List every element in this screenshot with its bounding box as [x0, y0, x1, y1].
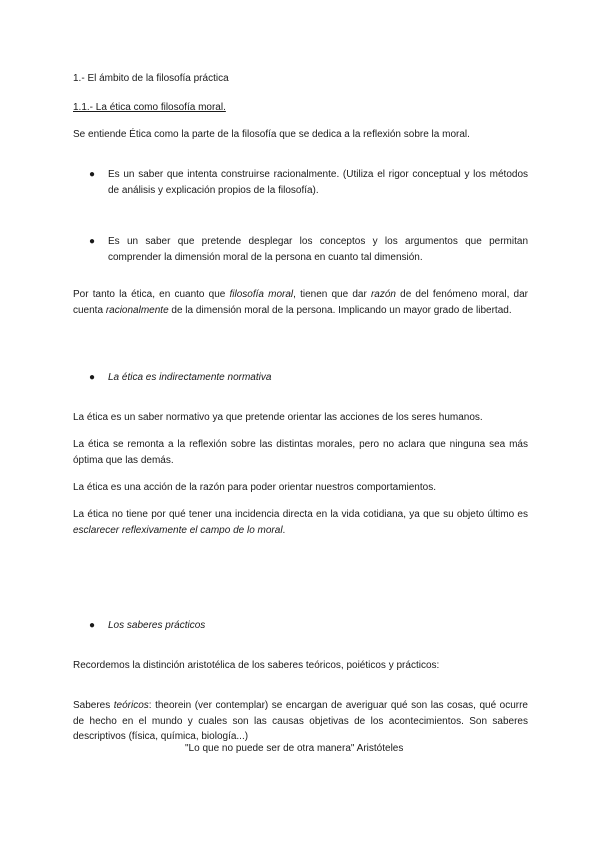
- bullet-marker: ●: [89, 169, 96, 180]
- bullet-marker: ●: [89, 236, 96, 247]
- normative-paragraph-1: La ética es un saber normativo ya que pretende orientar las acciones de los seres humanos.: [73, 412, 483, 423]
- bullet-marker: ●: [89, 372, 96, 383]
- recordemos-paragraph: Recordemos la distinción aristotélica de los saberes teóricos, poiéticos y prácticos:: [73, 660, 440, 671]
- bullet-heading-saberes: Los saberes prácticos: [108, 620, 206, 631]
- definition-paragraph: Se entiende Ética como la parte de la filosofía que se dedica a la reflexión sobre la moral.: [73, 129, 470, 140]
- normative-paragraph-2: La ética se remonta a la reflexión sobre las distintas morales, pero no aclara que ninguna sea más óptima que las demás.: [73, 439, 528, 466]
- bullet-heading-normativa: La ética es indirectamente normativa: [108, 372, 272, 383]
- bullet-marker: ●: [89, 620, 96, 631]
- bullet-item-rational: Es un saber que intenta construirse racionalmente. (Utiliza el rigor conceptual y los métodos de análisis y explicación propios de la filosofía).: [108, 169, 528, 196]
- por-tanto-paragraph: Por tanto la ética, en cuanto que filosofía moral, tienen que dar razón de del fenómeno moral, dar cuenta racionalmente de la dimensión moral de la persona. Implicando un mayor grado de libertad.: [73, 289, 528, 316]
- normative-paragraph-4: La ética no tiene por qué tener una incidencia directa en la vida cotidiana, ya que su objeto último es esclarecer reflexivamente el campo de lo moral.: [73, 509, 528, 536]
- subsection-heading: 1.1.- La ética como filosofía moral.: [73, 102, 226, 113]
- saberes-teoricos-paragraph: Saberes teóricos: theorein (ver contemplar) se encargan de averiguar qué son las cosas, qué ocurre de hecho en el mundo y cuales son las causas objetivas de los acontecimientos. Son saberes descriptivos (física, química, biología...): [73, 700, 528, 742]
- bullet-item-concepts: Es un saber que pretende desplegar los conceptos y los argumentos que permitan comprender la dimensión moral de la persona en cuanto tal dimensión.: [108, 236, 528, 263]
- aristotle-quote: "Lo que no puede ser de otra manera" Aristóteles: [185, 743, 404, 754]
- normative-paragraph-3: La ética es una acción de la razón para poder orientar nuestros comportamientos.: [73, 482, 436, 493]
- section-heading: 1.- El ámbito de la filosofía práctica: [73, 73, 229, 84]
